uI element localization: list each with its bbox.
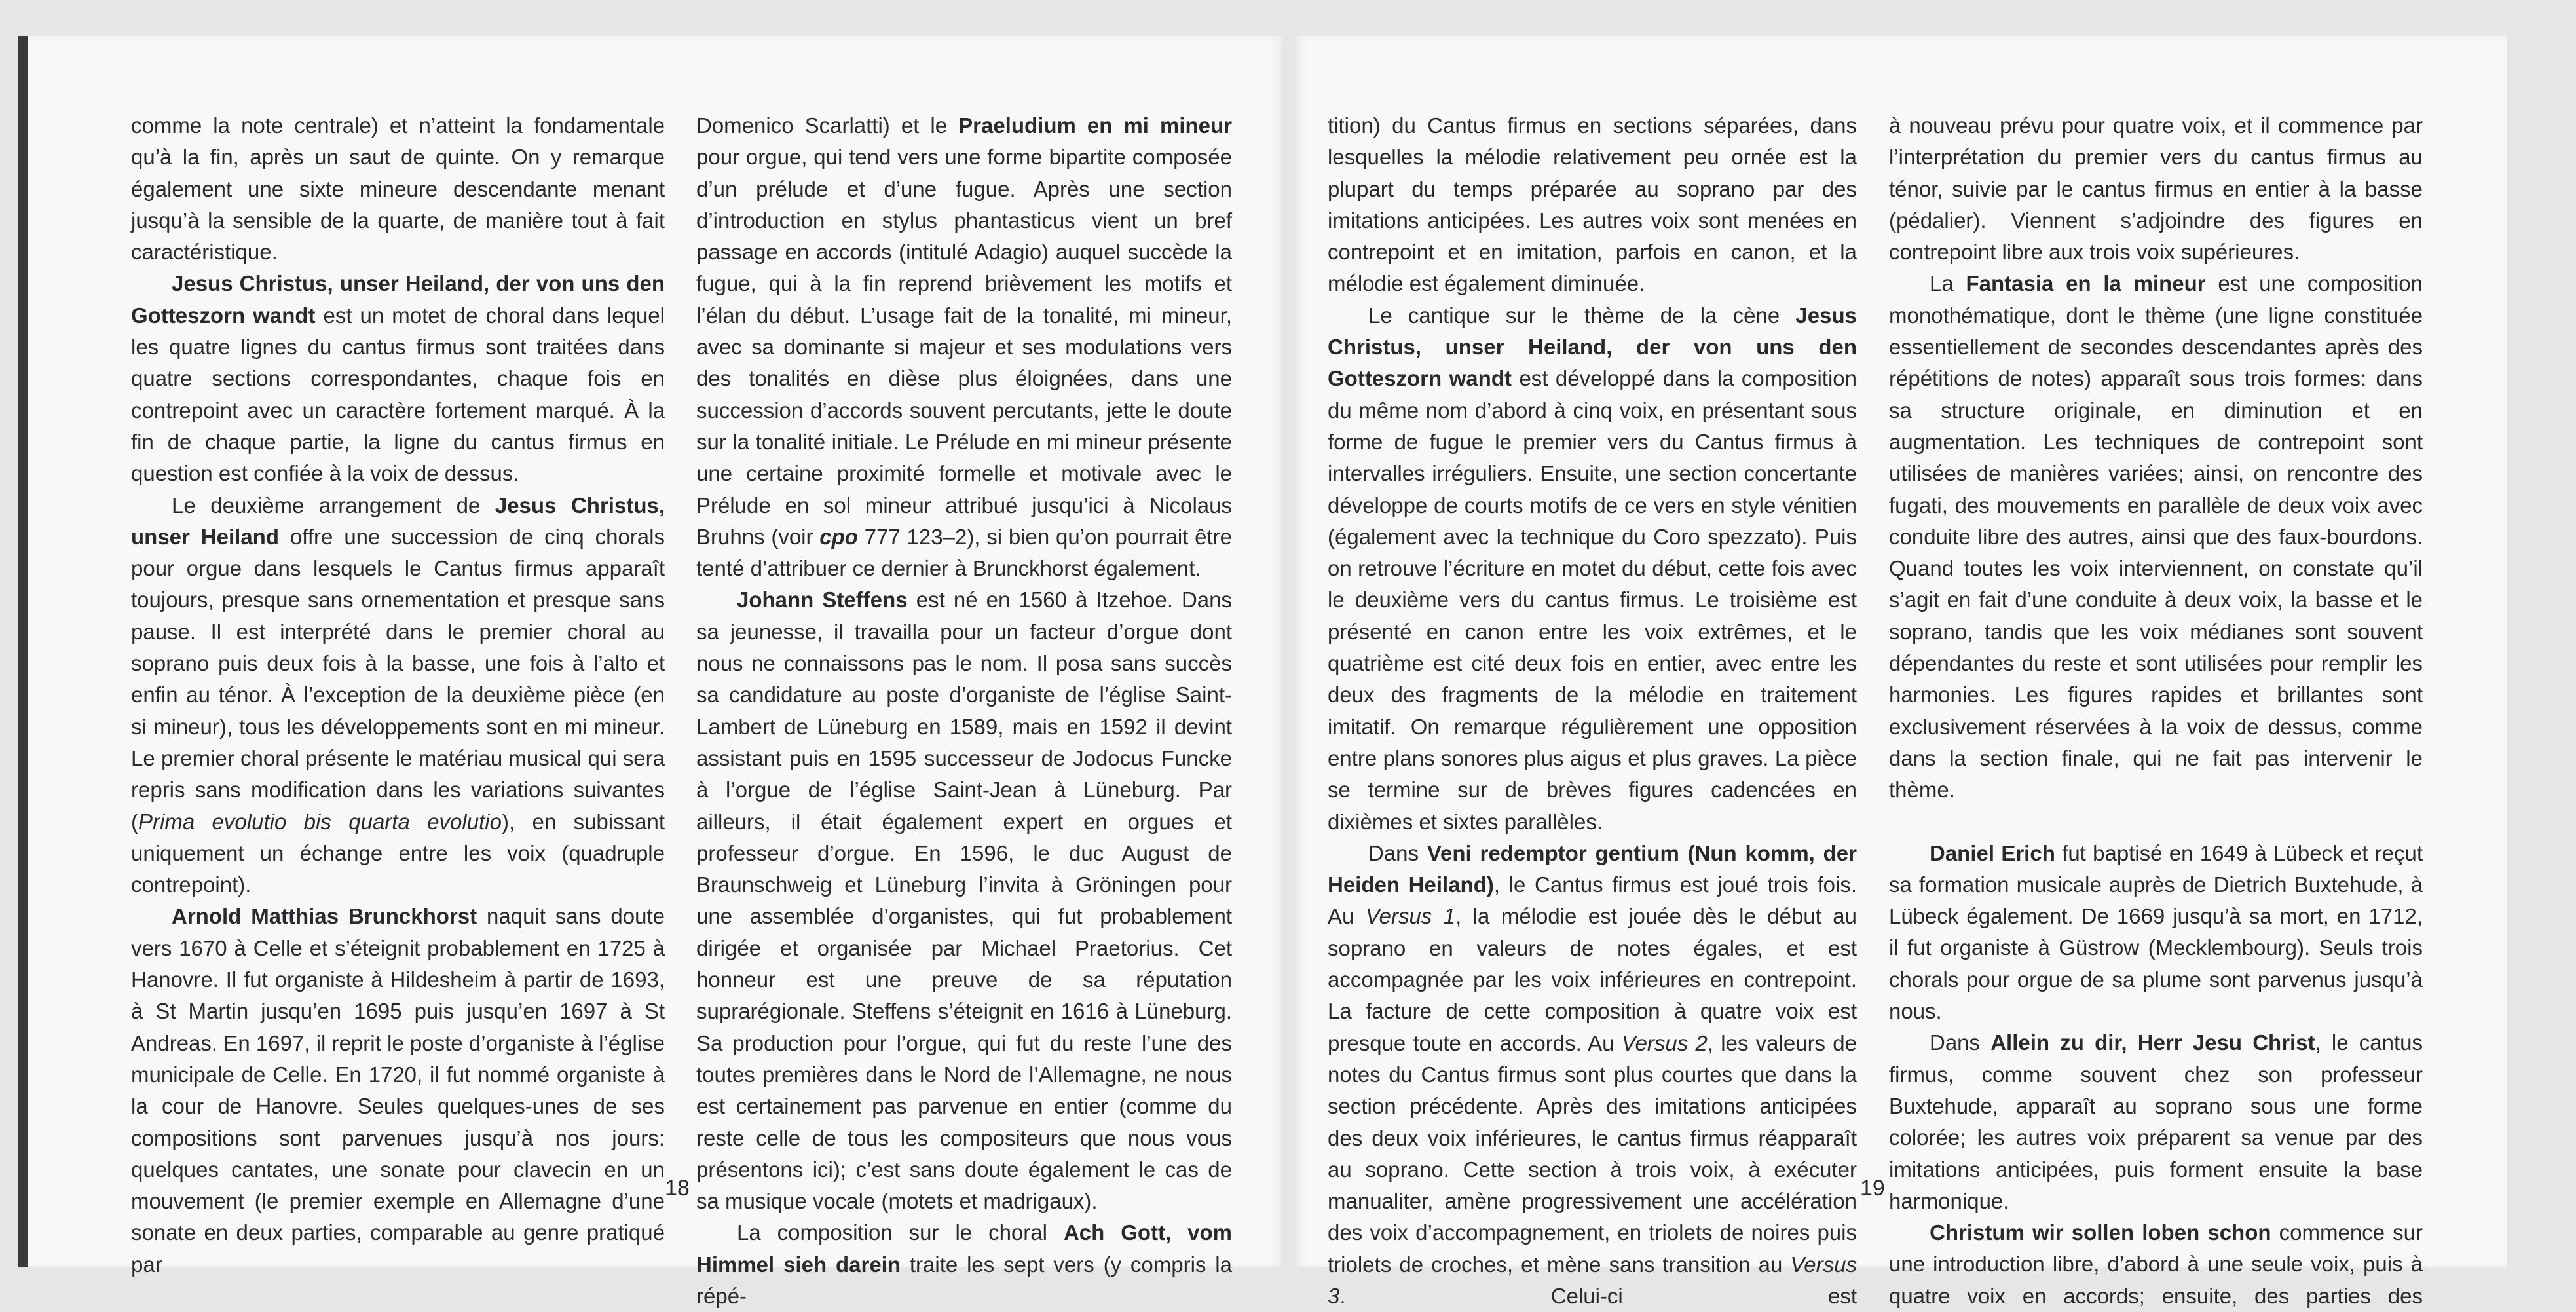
text-column-2 bbox=[696, 110, 1232, 1312]
body-text: comme la note centrale) et n’atteint la fondamentale qu’à la fin, après un saut de quinte. On y remarque également une sixte mineure descendante menant jusqu’à la sensible de la quarte, de manière tout à fait caractéristique. bbox=[131, 113, 665, 265]
body-text: tition) du Cantus firmus en sections séparées, dans lesquelles la mélodie relativement peu ornée est la plupart du temps préparée au soprano par des imitations anticipées. Les autres voix sont menées en contrepoint et en imitation, parfois en canon, et la mélodie est également diminuée. bbox=[1328, 113, 1857, 296]
body-text: La composition sur le choral bbox=[737, 1220, 1064, 1245]
italic-text: Versus 1 bbox=[1365, 904, 1456, 929]
body-text: Le deuxième arrangement de bbox=[172, 493, 495, 517]
paragraph bbox=[131, 268, 665, 489]
body-text: Dans bbox=[1930, 1030, 1991, 1055]
text-column-4 bbox=[1889, 110, 2423, 1312]
paragraph bbox=[1889, 838, 2423, 1028]
body-text: est né en 1560 à Itzehoe. Dans sa jeunesse, il travailla pour un facteur d’orgue dont nous ne connaissons pas le nom. Il posa sans succès sa candidature au poste d’organiste de l’église Saint-Lambert de Lüneburg en 1589, mais en 1592 il devint assistant puis en 1595 successeur de Jodocus Funcke à l’orgue de l’église Saint-Jean à Lüneburg. Par ailleurs, il était également expert en orgues et professeur d’orgue. En 1596, le duc August de Braunschweig et Lüneburg l’invita à Gröningen pour une assemblée d’organistes, qui fut probablement dirigée et organisée par Michael Praetorius. Cet honneur est une preuve de sa réputation suprarégionale. Steffens s’éteignit en 1616 à Lüneburg. Sa production pour l’orgue, qui fut du reste l’une des toutes premières dans le Nord de l’Allemagne, ne nous est certainement pas parvenue en entier (comme du reste celle de tous les compositeurs que nous vous présentons ici); c’est sans doute également le cas de sa musique vocale (motets et madrigaux). bbox=[696, 588, 1232, 1214]
paragraph bbox=[131, 901, 665, 1281]
body-text: à nouveau prévu pour quatre voix, et il commence par l’interprétation du premier vers du cantus firmus au ténor, suivie par le cantus firmus en entier à la basse (pédalier). Viennent s’adjoindre des figures en contrepoint libre aux trois voix supérieures. bbox=[1889, 113, 2423, 265]
bold-title: Praeludium en mi mineur bbox=[958, 113, 1232, 138]
bold-title: Christum wir sollen loben schon bbox=[1930, 1220, 2271, 1245]
label-logo-text: cpo bbox=[819, 524, 858, 549]
paragraph bbox=[696, 584, 1232, 1217]
bold-title: Jesus Christus, unser Heiland, der von uns den Gotteszorn wandt bbox=[1328, 303, 1857, 391]
paragraph bbox=[1889, 1027, 2423, 1217]
page-number-right: 19 bbox=[1860, 1176, 1885, 1201]
body-text: , la mélodie est jouée dès le début au soprano en valeurs de notes égales, et est accompagnée par les voix inférieures en contrepoint. La facture de cette composition à quatre voix est presque toute en accords. Au bbox=[1328, 904, 1857, 1055]
text-column-3 bbox=[1328, 110, 1857, 1312]
italic-text: Versus 2 bbox=[1621, 1030, 1708, 1055]
body-text: , le Cantus firmus est joué trois fois. Au bbox=[1328, 872, 1857, 929]
paragraph bbox=[696, 1217, 1232, 1312]
body-text: Domenico Scarlatti) et le bbox=[696, 113, 959, 138]
paragraph bbox=[1328, 110, 1857, 300]
bold-title: Jesus Christus, unser Heiland, der von uns den Gotteszorn wandt bbox=[131, 271, 665, 328]
paragraph bbox=[1328, 838, 1857, 1312]
bold-title: Jesus Christus, unser Heiland bbox=[131, 493, 665, 549]
bold-title: Johann Steffens bbox=[737, 588, 908, 612]
body-text: Dans bbox=[1368, 840, 1427, 865]
bold-title: Fantasia en la mineur bbox=[1966, 271, 2206, 296]
body-text: fut baptisé en 1649 à Lübeck et reçut sa formation musicale auprès de Dietrich Buxtehude, à Lübeck également. De 1669 jusqu’à sa mort, en 1712, il fut organiste à Güstrow (Mecklembourg). Seuls trois chorals pour orgue de sa plume sont parvenus jusqu’à nous. bbox=[1889, 840, 2423, 1024]
body-text: , les valeurs de notes du Cantus firmus sont plus courtes que dans la section précédente. Après des imitations anticipées des deux voix inférieures, le cantus firmus réapparaît au soprano. Cette section à trois voix, à exécuter manualiter, amène progressivement une accélération des voix d’accompagnement, en triolets de noires puis triolets de croches, et mène sans transition au bbox=[1328, 1030, 1857, 1277]
body-text: ), en subissant uniquement un échange entre les voix (quadruple contrepoint). bbox=[131, 809, 665, 897]
body-text: . Celui-ci est bbox=[1339, 1283, 1857, 1308]
body-text: offre une succession de cinq chorals pour orgue dans lesquels le Cantus firmus apparaît toujours, presque sans ornementation et presque sans pause. Il est interprété dans le premier choral au soprano puis deux fois à la basse, une fois à l’alto et enfin au ténor. À l’exception de la deuxième pièce (en si mineur), tous les développements sont en mi mineur. Le premier choral présente le matériau musical qui sera repris sans modification dans les variations suivantes ( bbox=[131, 524, 665, 834]
body-text: La bbox=[1930, 271, 1966, 296]
paragraph bbox=[1889, 1217, 2423, 1312]
body-text: commence sur une introduction libre, d’abord à une seule voix, puis à quatre voix en accords; ensuite, des parties des bbox=[1889, 1220, 2423, 1308]
page-number-left: 18 bbox=[665, 1176, 690, 1201]
bold-title: Allein zu dir, Herr Jesu Christ bbox=[1990, 1030, 2315, 1055]
bold-title: Ach Gott, vom Himmel sieh darein bbox=[696, 1220, 1232, 1277]
italic-text: Prima evolutio bis quarta evolutio bbox=[138, 809, 502, 834]
body-text: , le cantus firmus, comme souvent chez son professeur Buxtehude, apparaît au soprano sous une forme colorée; les autres voix préparent sa venue par des imitations anticipées, puis forment ensuite la base harmonique. bbox=[1889, 1030, 2423, 1213]
bold-title: Veni redemptor gentium (Nun komm, der Heiden Heiland) bbox=[1328, 840, 1857, 897]
bold-title: Daniel Erich bbox=[1930, 840, 2055, 865]
paragraph bbox=[131, 110, 665, 268]
paragraph bbox=[696, 110, 1232, 584]
bold-title: Arnold Matthias Brunckhorst bbox=[172, 904, 477, 929]
body-text: Le cantique sur le thème de la cène bbox=[1368, 303, 1796, 328]
body-text: 777 123–2), si bien qu’on pourrait être tenté d’attribuer ce dernier à Brunckhorst également. bbox=[696, 524, 1232, 581]
body-text: est un motet de choral dans lequel les quatre lignes du cantus firmus sont traitées dans quatre sections correspondantes, chaque fois en contrepoint avec un caractère fortement marqué. À la fin de chaque partie, la ligne du cantus firmus en question est confiée à la voix de dessus. bbox=[131, 303, 665, 486]
paragraph bbox=[1889, 110, 2423, 268]
paragraph bbox=[1328, 300, 1857, 838]
paragraph bbox=[1889, 268, 2423, 806]
italic-text: Versus 3 bbox=[1328, 1252, 1857, 1308]
body-text: traite les sept vers (y compris la répé- bbox=[696, 1252, 1232, 1308]
body-text: naquit sans doute vers 1670 à Celle et s’éteignit probablement en 1725 à Hanovre. Il fut organiste à Hildesheim à partir de 1693, à St Martin jusqu’en 1695 puis jusqu’en 1697 à St Andreas. En 1697, il reprit le poste d’organiste à l’église municipale de Celle. En 1720, il fut nommé organiste à la cour de Hanovre. Seules quelques-unes de ses compositions sont parvenues jusqu’à nos jours: quelques cantates, une sonate pour clavecin en un mouvement (le premier exemple en Allemagne d’une sonate en deux parties, comparable au genre pratiqué par bbox=[131, 904, 665, 1277]
body-text: est développé dans la composition du même nom d’abord à cinq voix, en présentant sous forme de fugue le premier vers du Cantus firmus à intervalles irréguliers. Ensuite, une section concertante développe de courts motifs de ce vers en style vénitien (également avec la technique du Coro spezzato). Puis on retrouve l’écriture en motet du début, cette fois avec le deuxième vers du cantus firmus. Le troisième est présenté en canon entre les voix extrêmes, et le quatrième est cité deux fois en entier, avec entre les deux des fragments de la mélodie en traitement imitatif. On remarque régulièrement une opposition entre plans sonores plus aigus et plus graves. La pièce se termine sur de brèves figures cadencées en dixièmes et sixtes parallèles. bbox=[1328, 366, 1857, 834]
text-column-1 bbox=[131, 110, 665, 1281]
body-text: pour orgue, qui tend vers une forme bipartite composée d’un prélude et d’une fugue. Après une section d’introduction en stylus phantasticus vient un bref passage en accords (intitulé Adagio) auquel succède la fugue, qui à la fin reprend brièvement les motifs et l’élan du début. L’usage fait de la tonalité, mi mineur, avec sa dominante si majeur et ses modulations vers des tonalités en dièse plus éloignées, dans une succession d’accords souvent percutants, jette le doute sur la tonalité initiale. Le Prélude en mi mineur présente une certaine proximité formelle et motivale avec le Prélude en sol mineur attribué jusqu’ici à Nicolaus Bruhns (voir bbox=[696, 145, 1232, 549]
body-text: est une composition monothématique, dont le thème (une ligne constituée essentiellement de secondes descendantes après des répétitions de notes) apparaît sous trois formes: dans sa structure originale, en diminution et en augmentation. Les techniques de contrepoint sont utilisées de manières variées; ainsi, on rencontre des fugati, des mouvements en parallèle de deux voix avec conduite libre des autres, ainsi que des faux-bourdons. Quand toutes les voix interviennent, on constate qu’il s’agit en fait d’une conduite à deux voix, la basse et le soprano, tandis que les voix médianes sont souvent dépendantes du reste et sont utilisées pour remplir les harmonies. Les figures rapides et brillantes sont exclusivement réservées à la voix de dessus, comme dans la section finale, qui ne fait pas intervenir le thème. bbox=[1889, 271, 2423, 802]
paragraph bbox=[131, 490, 665, 901]
